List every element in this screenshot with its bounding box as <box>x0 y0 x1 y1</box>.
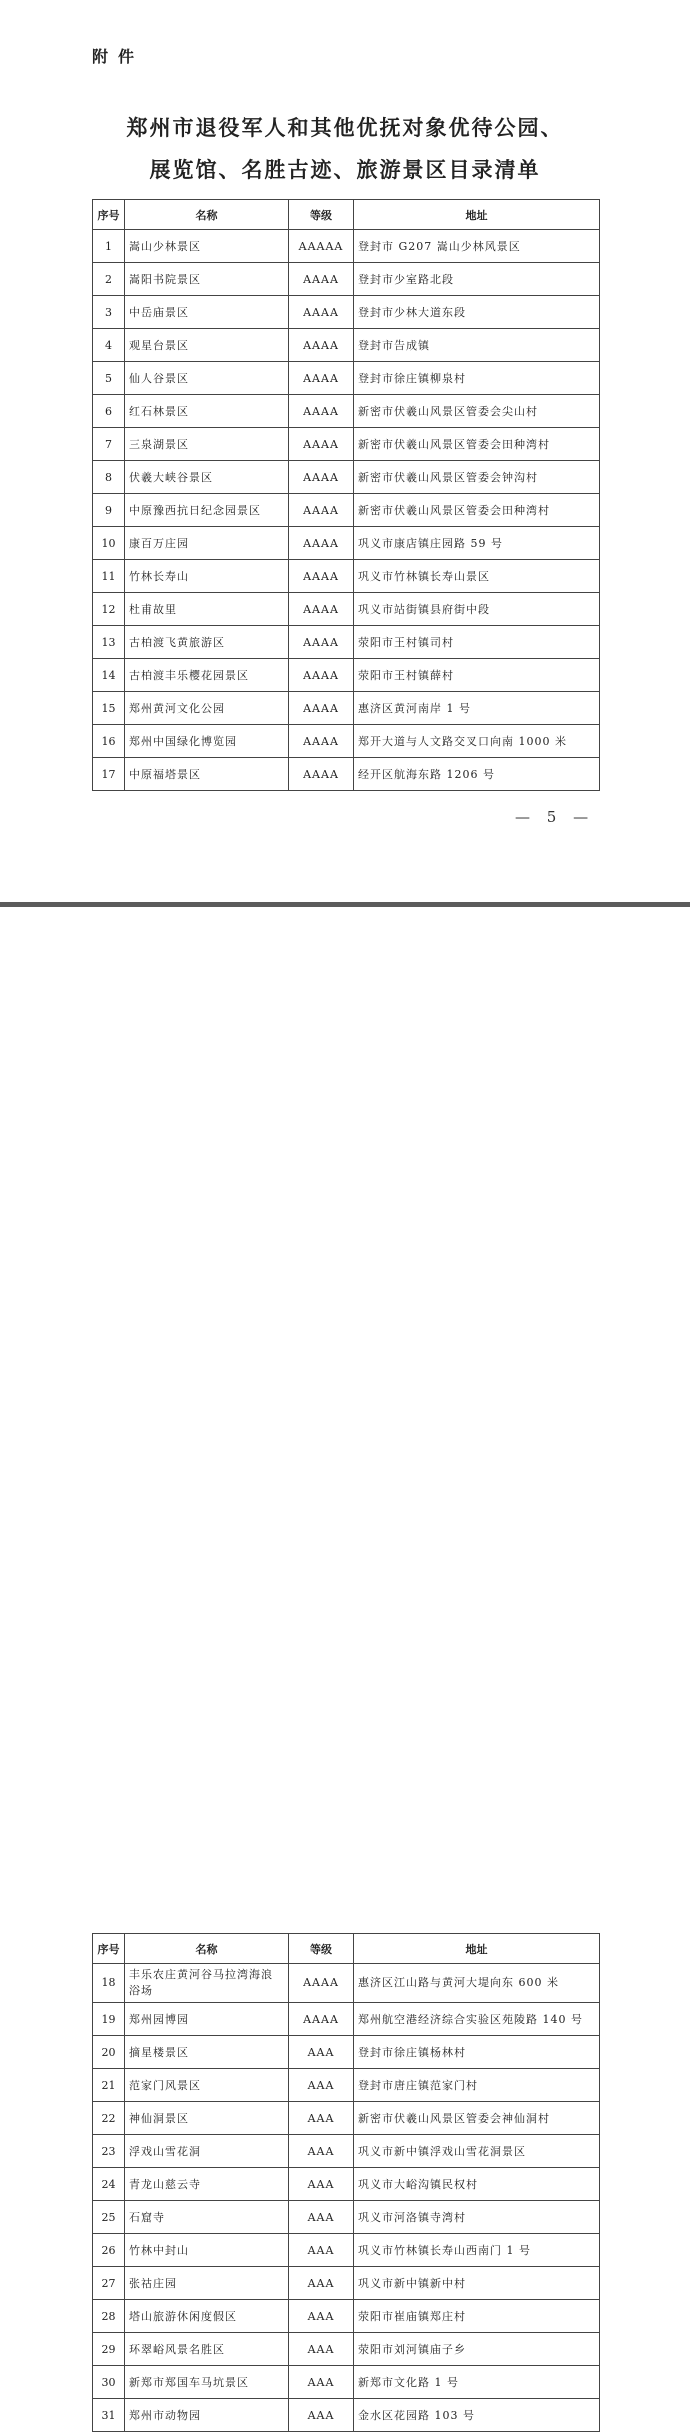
row-number: 26 <box>93 2234 125 2267</box>
table-row <box>93 362 600 395</box>
table-row <box>93 329 600 362</box>
scenic-address: 巩义市大峪沟镇民权村 <box>354 2168 600 2201</box>
row-number: 21 <box>93 2069 125 2102</box>
scenic-address: 巩义市竹林镇长寿山西南门 1 号 <box>354 2234 600 2267</box>
table-row <box>93 494 600 527</box>
table-header-row <box>93 1934 600 1964</box>
scenic-address: 金水区花园路 103 号 <box>354 2399 600 2432</box>
table-row <box>93 395 600 428</box>
scenic-name: 红石林景区 <box>125 395 289 428</box>
scenic-address: 新密市伏羲山风景区管委会田种湾村 <box>354 494 600 527</box>
column-header-name: 名称 <box>125 1934 289 1964</box>
scenic-list-table-page-2 <box>92 1933 600 2432</box>
row-number: 24 <box>93 2168 125 2201</box>
scenic-address: 新郑市文化路 1 号 <box>354 2366 600 2399</box>
table-row <box>93 2333 600 2366</box>
row-number: 4 <box>93 329 125 362</box>
scenic-name: 新郑市郑国车马坑景区 <box>125 2366 289 2399</box>
table-row <box>93 2102 600 2135</box>
scenic-address: 登封市告成镇 <box>354 329 600 362</box>
scenic-name: 郑州黄河文化公园 <box>125 692 289 725</box>
scenic-grade: AAAA <box>289 560 354 593</box>
page-number: — 5 — <box>515 808 595 826</box>
row-number: 30 <box>93 2366 125 2399</box>
scenic-grade: AAAA <box>289 626 354 659</box>
scenic-address: 登封市徐庄镇杨林村 <box>354 2036 600 2069</box>
scenic-grade: AAA <box>289 2069 354 2102</box>
scenic-grade: AAA <box>289 2102 354 2135</box>
scenic-grade: AAAA <box>289 2003 354 2036</box>
scenic-name: 嵩阳书院景区 <box>125 263 289 296</box>
scenic-grade: AAAA <box>289 428 354 461</box>
column-header-name: 名称 <box>125 200 289 230</box>
table-row <box>93 461 600 494</box>
row-number: 27 <box>93 2267 125 2300</box>
row-number: 8 <box>93 461 125 494</box>
scenic-name: 郑州中国绿化博览园 <box>125 725 289 758</box>
scenic-name: 范家门风景区 <box>125 2069 289 2102</box>
scenic-name: 伏羲大峡谷景区 <box>125 461 289 494</box>
row-number: 19 <box>93 2003 125 2036</box>
scenic-address: 荥阳市王村镇薛村 <box>354 659 600 692</box>
scenic-name: 张祜庄园 <box>125 2267 289 2300</box>
table-row <box>93 2300 600 2333</box>
row-number: 23 <box>93 2135 125 2168</box>
table-row <box>93 560 600 593</box>
scenic-grade: AAAA <box>289 692 354 725</box>
scenic-grade: AAAA <box>289 494 354 527</box>
scenic-grade: AAA <box>289 2036 354 2069</box>
scenic-grade: AAAA <box>289 593 354 626</box>
table-row <box>93 758 600 791</box>
row-number: 10 <box>93 527 125 560</box>
scenic-address: 新密市伏羲山风景区管委会钟沟村 <box>354 461 600 494</box>
row-number: 16 <box>93 725 125 758</box>
row-number: 22 <box>93 2102 125 2135</box>
row-number: 9 <box>93 494 125 527</box>
scenic-name: 塔山旅游休闲度假区 <box>125 2300 289 2333</box>
scenic-name: 中岳庙景区 <box>125 296 289 329</box>
row-number: 12 <box>93 593 125 626</box>
scenic-grade: AAA <box>289 2168 354 2201</box>
row-number: 3 <box>93 296 125 329</box>
scenic-address: 登封市少林大道东段 <box>354 296 600 329</box>
row-number: 25 <box>93 2201 125 2234</box>
scenic-grade: AAA <box>289 2399 354 2432</box>
scenic-address: 巩义市河洛镇寺湾村 <box>354 2201 600 2234</box>
scenic-address: 荥阳市崔庙镇郑庄村 <box>354 2300 600 2333</box>
scenic-name: 环翠峪风景名胜区 <box>125 2333 289 2366</box>
table-row <box>93 2201 600 2234</box>
table-body-page-1 <box>93 230 600 791</box>
scenic-address: 惠济区江山路与黄河大堤向东 600 米 <box>354 1964 600 2003</box>
scenic-grade: AAA <box>289 2234 354 2267</box>
scenic-address: 荥阳市刘河镇庙子乡 <box>354 2333 600 2366</box>
table-header-row <box>93 200 600 230</box>
table-row <box>93 2366 600 2399</box>
scenic-grade: AAA <box>289 2333 354 2366</box>
document-title-line-1: 郑州市退役军人和其他优抚对象优待公园、 <box>126 115 564 140</box>
scenic-address: 荥阳市王村镇司村 <box>354 626 600 659</box>
attachment-label: 附件 <box>92 47 145 66</box>
scenic-name: 竹林长寿山 <box>125 560 289 593</box>
table-row <box>93 2168 600 2201</box>
scenic-address: 惠济区黄河南岸 1 号 <box>354 692 600 725</box>
table-row <box>93 263 600 296</box>
scenic-name: 浮戏山雪花洞 <box>125 2135 289 2168</box>
scenic-address: 巩义市竹林镇长寿山景区 <box>354 560 600 593</box>
scenic-name: 古柏渡飞黄旅游区 <box>125 626 289 659</box>
table-row <box>93 626 600 659</box>
row-number: 31 <box>93 2399 125 2432</box>
column-header-num: 序号 <box>93 1934 125 1964</box>
scenic-grade: AAAA <box>289 725 354 758</box>
row-number: 28 <box>93 2300 125 2333</box>
document-page-2 <box>0 907 690 2422</box>
table-row <box>93 1964 600 2003</box>
table-row <box>93 296 600 329</box>
table-row <box>93 2135 600 2168</box>
scenic-name: 摘星楼景区 <box>125 2036 289 2069</box>
row-number: 14 <box>93 659 125 692</box>
scenic-grade: AAA <box>289 2366 354 2399</box>
scenic-name: 竹林中封山 <box>125 2234 289 2267</box>
scenic-address: 登封市 G207 嵩山少林风景区 <box>354 230 600 263</box>
scenic-grade: AAA <box>289 2300 354 2333</box>
table-row <box>93 2003 600 2036</box>
row-number: 15 <box>93 692 125 725</box>
table-row <box>93 527 600 560</box>
table-row <box>93 2399 600 2432</box>
scenic-name: 青龙山慈云寺 <box>125 2168 289 2201</box>
scenic-address: 巩义市新中镇浮戏山雪花洞景区 <box>354 2135 600 2168</box>
table-row <box>93 692 600 725</box>
scenic-address: 新密市伏羲山风景区管委会尖山村 <box>354 395 600 428</box>
row-number: 5 <box>93 362 125 395</box>
scenic-grade: AAAA <box>289 758 354 791</box>
scenic-address: 新密市伏羲山风景区管委会神仙洞村 <box>354 2102 600 2135</box>
scenic-name: 中原福塔景区 <box>125 758 289 791</box>
scenic-address: 经开区航海东路 1206 号 <box>354 758 600 791</box>
row-number: 7 <box>93 428 125 461</box>
table-row <box>93 2234 600 2267</box>
scenic-address: 新密市伏羲山风景区管委会田种湾村 <box>354 428 600 461</box>
scenic-grade: AAA <box>289 2267 354 2300</box>
scenic-name: 古柏渡丰乐樱花园景区 <box>125 659 289 692</box>
scenic-grade: AAAAA <box>289 230 354 263</box>
scenic-address: 巩义市康店镇庄园路 59 号 <box>354 527 600 560</box>
scenic-address: 郑州航空港经济综合实验区苑陵路 140 号 <box>354 2003 600 2036</box>
scenic-grade: AAAA <box>289 362 354 395</box>
column-header-address: 地址 <box>354 200 600 230</box>
column-header-num: 序号 <box>93 200 125 230</box>
row-number: 29 <box>93 2333 125 2366</box>
scenic-list-table-page-1 <box>92 199 600 791</box>
table-row <box>93 2267 600 2300</box>
scenic-address: 登封市唐庄镇范家门村 <box>354 2069 600 2102</box>
document-title-line-2: 展览馆、名胜古迹、旅游景区目录清单 <box>149 157 541 182</box>
scenic-name: 三泉湖景区 <box>125 428 289 461</box>
scenic-name: 郑州园博园 <box>125 2003 289 2036</box>
scenic-grade: AAAA <box>289 461 354 494</box>
table-row <box>93 725 600 758</box>
scenic-name: 中原豫西抗日纪念园景区 <box>125 494 289 527</box>
scenic-name: 石窟寺 <box>125 2201 289 2234</box>
scenic-name: 观星台景区 <box>125 329 289 362</box>
scenic-grade: AAAA <box>289 263 354 296</box>
row-number: 2 <box>93 263 125 296</box>
scenic-grade: AAAA <box>289 659 354 692</box>
row-number: 1 <box>93 230 125 263</box>
scenic-name: 杜甫故里 <box>125 593 289 626</box>
scenic-name: 康百万庄园 <box>125 527 289 560</box>
table-row <box>93 230 600 263</box>
row-number: 6 <box>93 395 125 428</box>
scenic-name: 神仙洞景区 <box>125 2102 289 2135</box>
table-row <box>93 2036 600 2069</box>
scenic-grade: AAA <box>289 2135 354 2168</box>
scenic-address: 巩义市新中镇新中村 <box>354 2267 600 2300</box>
scenic-address: 登封市徐庄镇柳泉村 <box>354 362 600 395</box>
row-number: 20 <box>93 2036 125 2069</box>
document-page-1 <box>0 0 690 902</box>
scenic-name: 仙人谷景区 <box>125 362 289 395</box>
scenic-grade: AAAA <box>289 527 354 560</box>
row-number: 17 <box>93 758 125 791</box>
scenic-grade: AAAA <box>289 296 354 329</box>
column-header-grade: 等级 <box>289 1934 354 1964</box>
column-header-address: 地址 <box>354 1934 600 1964</box>
scenic-name: 嵩山少林景区 <box>125 230 289 263</box>
scenic-name: 郑州市动物园 <box>125 2399 289 2432</box>
row-number: 11 <box>93 560 125 593</box>
column-header-grade: 等级 <box>289 200 354 230</box>
row-number: 13 <box>93 626 125 659</box>
table-row <box>93 659 600 692</box>
scenic-address: 巩义市站街镇县府街中段 <box>354 593 600 626</box>
scenic-name: 丰乐农庄黄河谷马拉湾海浪浴场 <box>125 1964 289 2003</box>
table-row <box>93 428 600 461</box>
row-number: 18 <box>93 1964 125 2003</box>
scenic-grade: AAAA <box>289 1964 354 2003</box>
table-row <box>93 593 600 626</box>
scenic-grade: AAAA <box>289 329 354 362</box>
scenic-grade: AAAA <box>289 395 354 428</box>
table-body-page-2 <box>93 1964 600 2432</box>
table-row <box>93 2069 600 2102</box>
scenic-address: 登封市少室路北段 <box>354 263 600 296</box>
scenic-grade: AAA <box>289 2201 354 2234</box>
scenic-address: 郑开大道与人文路交叉口向南 1000 米 <box>354 725 600 758</box>
